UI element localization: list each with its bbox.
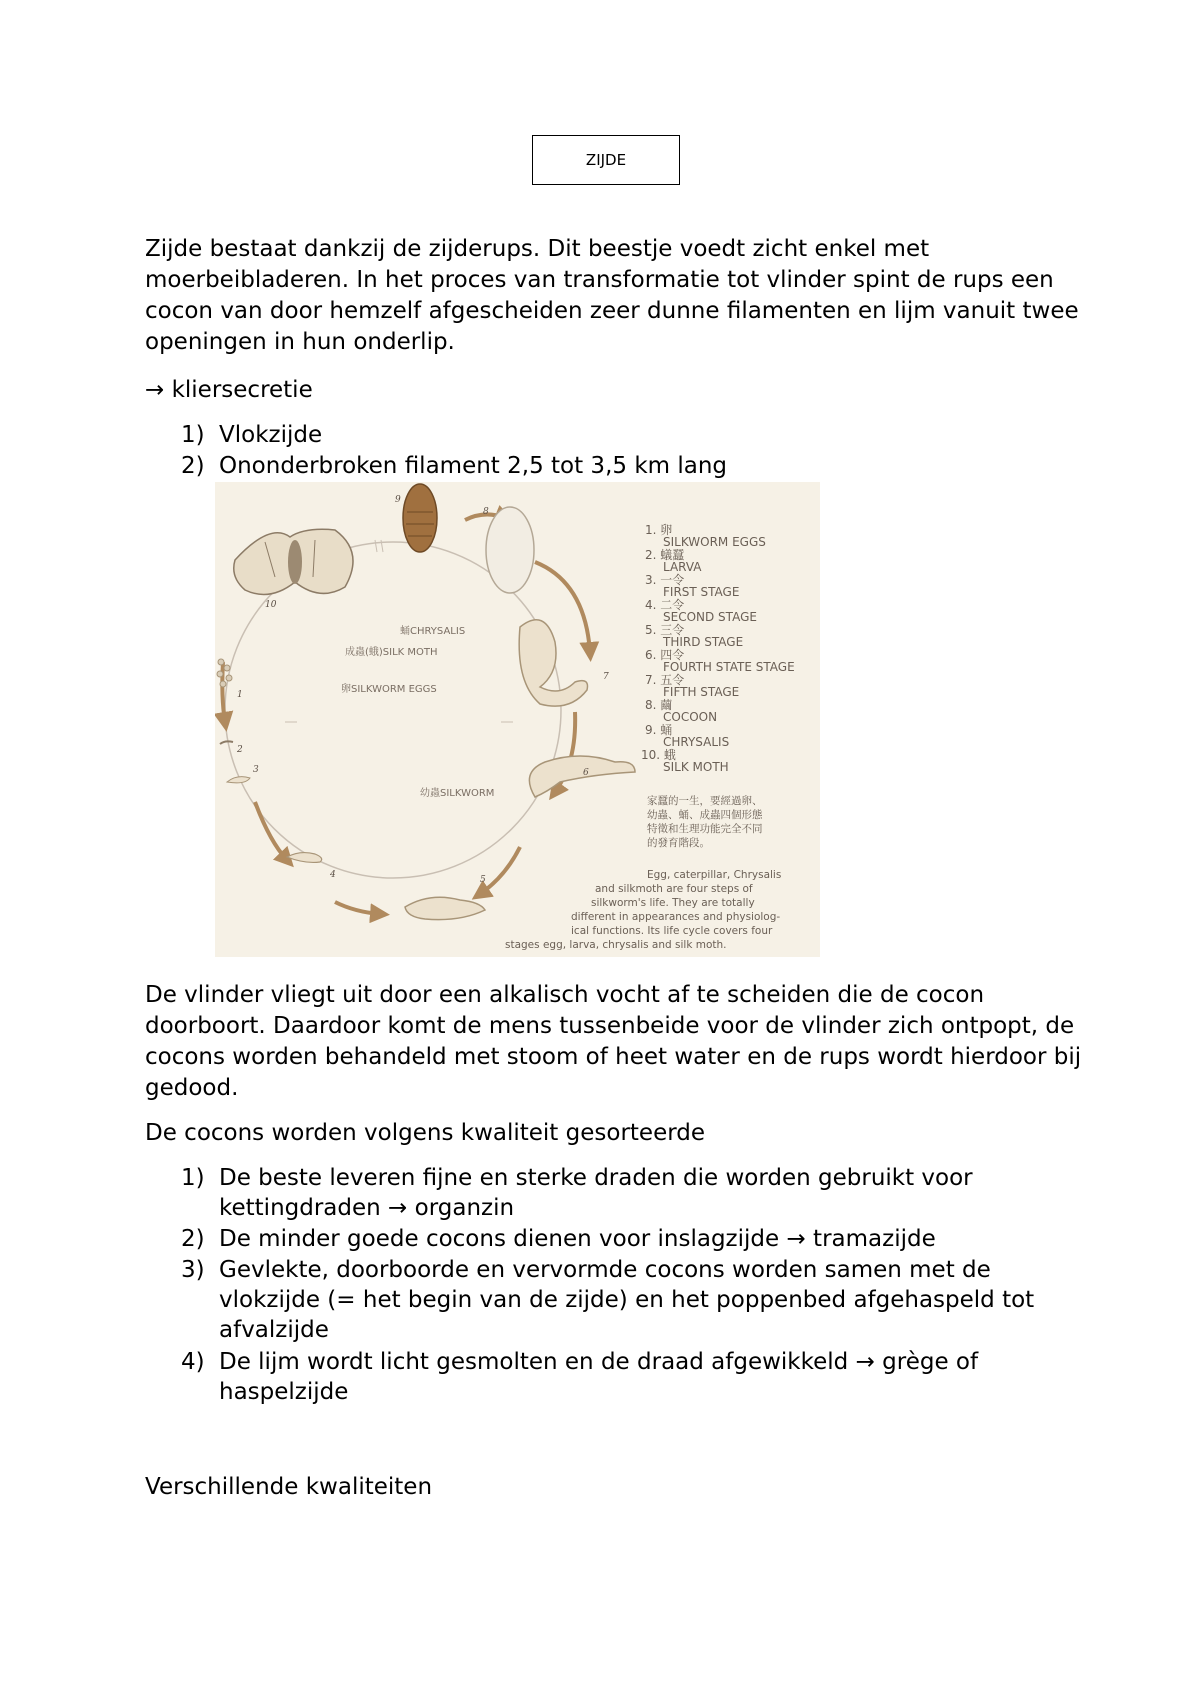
section-heading: Verschillende kwaliteiten — [145, 1474, 433, 1500]
svg-text:4. 二令: 4. 二令 — [645, 598, 685, 612]
list-number: 1) — [181, 1165, 205, 1191]
list-text: Ononderbroken filament 2,5 tot 3,5 km lang — [219, 453, 728, 479]
cycle-arrow — [222, 662, 225, 722]
svg-text:10: 10 — [265, 600, 277, 610]
svg-text:7: 7 — [603, 672, 609, 682]
svg-text:2: 2 — [237, 745, 243, 755]
svg-text:silkworm's life. They are tota: silkworm's life. They are totally — [591, 897, 755, 909]
silk-moth-illustration — [234, 529, 353, 594]
svg-text:幼蟲、蛹、成蟲四個形態: 幼蟲、蛹、成蟲四個形態 — [647, 809, 763, 821]
svg-text:Egg, caterpillar, Chrysalis: Egg, caterpillar, Chrysalis — [647, 869, 782, 881]
cycle-arrow — [335, 902, 380, 914]
ring-label: 蛹CHRYSALIS — [400, 626, 466, 637]
svg-text:8: 8 — [483, 507, 489, 517]
list-text: Vlokzijde — [219, 422, 323, 448]
svg-text:different in appearances and p: different in appearances and physiolog- — [571, 911, 781, 923]
chrysalis-illustration — [403, 484, 437, 552]
svg-text:SECOND STAGE: SECOND STAGE — [663, 610, 757, 624]
svg-text:CHRYSALIS: CHRYSALIS — [663, 735, 730, 749]
caption-chinese — [647, 794, 763, 849]
cycle-arrow — [255, 802, 287, 860]
list-text: De minder goede cocons dienen voor inslagzijde → tramazijde — [219, 1226, 936, 1252]
cocoon-illustration — [486, 507, 534, 593]
svg-text:SILKWORM EGGS: SILKWORM EGGS — [663, 535, 766, 549]
svg-text:FIRST STAGE: FIRST STAGE — [663, 585, 740, 599]
cycle-arrow — [480, 847, 520, 894]
silkworm-illustration — [287, 853, 322, 863]
moth-paragraph: De vlinder vliegt uit door een alkalisch vocht af te scheiden die de cocon doorboort. Daardoor komt de mens tussenbeide voor de vlinder zich ontpopt, de cocons worden behandeld met stoom of heet water en de rups wordt hierdoor bij gedood. — [145, 982, 1082, 1101]
svg-text:stages egg, larva, chrysalis a: stages egg, larva, chrysalis and silk moth. — [505, 939, 727, 951]
svg-text:6: 6 — [583, 768, 589, 778]
list-number: 4) — [181, 1349, 205, 1375]
list-number: 2) — [181, 453, 205, 479]
document-title — [532, 135, 680, 185]
svg-text:5: 5 — [480, 875, 486, 885]
svg-text:SILK MOTH: SILK MOTH — [663, 760, 729, 774]
svg-text:COCOON: COCOON — [663, 710, 718, 724]
arrow-note: → kliersecretie — [145, 377, 313, 403]
ring-label: 幼蟲SILKWORM — [420, 788, 495, 799]
title-text: ZIJDE — [585, 151, 627, 169]
list-number: 2) — [181, 1226, 205, 1252]
svg-text:的發育階段。: 的發育階段。 — [647, 837, 710, 849]
svg-text:5. 三令: 5. 三令 — [645, 623, 685, 637]
sorting-paragraph: De cocons worden volgens kwaliteit gesorteerde — [145, 1120, 706, 1146]
svg-text:家蠶的一生，要經過卵、: 家蠶的一生，要經過卵、 — [647, 795, 763, 807]
svg-text:特徵和生理功能完全不同: 特徵和生理功能完全不同 — [647, 823, 763, 835]
svg-text:1: 1 — [237, 690, 243, 700]
silkworm-illustration — [220, 741, 250, 783]
lifecycle-diagram — [215, 482, 820, 957]
svg-text:9: 9 — [395, 495, 401, 505]
svg-text:9. 蛹: 9. 蛹 — [645, 723, 673, 737]
silkworm-illustration — [405, 897, 485, 919]
svg-text:3. 一令: 3. 一令 — [645, 573, 685, 587]
intro-paragraph: Zijde bestaat dankzij de zijderups. Dit beestje voedt zicht enkel met moerbeibladeren. In het proces van transformatie tot vlinder spint de rups een cocon van door hemzelf afgescheiden zeer dunne filamenten en lijm vanuit twee openingen in hun onderlip. — [145, 236, 1079, 355]
svg-text:6. 四令: 6. 四令 — [645, 648, 685, 662]
svg-text:4: 4 — [330, 870, 336, 880]
svg-text:FIFTH STAGE: FIFTH STAGE — [663, 685, 740, 699]
silkworm-lifecycle-figure — [215, 482, 820, 957]
svg-text:3: 3 — [253, 765, 259, 775]
svg-text:LARVA: LARVA — [663, 560, 702, 574]
ring-label: 卵SILKWORM EGGS — [341, 684, 437, 695]
silkworm-illustration — [519, 620, 587, 706]
stage-legend — [641, 523, 795, 774]
svg-text:and silkmoth are four steps of: and silkmoth are four steps of — [595, 883, 753, 895]
svg-text:FOURTH STATE STAGE: FOURTH STATE STAGE — [663, 660, 795, 674]
caption-english — [505, 869, 781, 951]
svg-text:1. 卵: 1. 卵 — [645, 523, 673, 537]
svg-text:2. 蟻蠶: 2. 蟻蠶 — [645, 548, 685, 562]
list-number: 1) — [181, 422, 205, 448]
svg-text:7. 五令: 7. 五令 — [645, 673, 685, 687]
svg-text:10. 蛾: 10. 蛾 — [641, 748, 676, 762]
list-number: 3) — [181, 1257, 205, 1283]
svg-text:8. 繭: 8. 繭 — [645, 698, 673, 712]
list-text: De lijm wordt licht gesmolten en de draad afgewikkeld → grège of haspelzijde — [219, 1349, 979, 1405]
list-text: Gevlekte, doorboorde en vervormde cocons worden samen met de vlokzijde (= het begin van de zijde) en het poppenbed afgehaspeld tot afvalzijde — [219, 1257, 1035, 1343]
list-text: De beste leveren fijne en sterke draden die worden gebruikt voor kettingdraden → organzin — [219, 1165, 973, 1221]
ring-label: 成蟲(蛾)SILK MOTH — [345, 647, 438, 658]
svg-text:THIRD STAGE: THIRD STAGE — [663, 635, 744, 649]
svg-text:ical functions. Its life cycle: ical functions. Its life cycle covers four — [571, 925, 773, 937]
